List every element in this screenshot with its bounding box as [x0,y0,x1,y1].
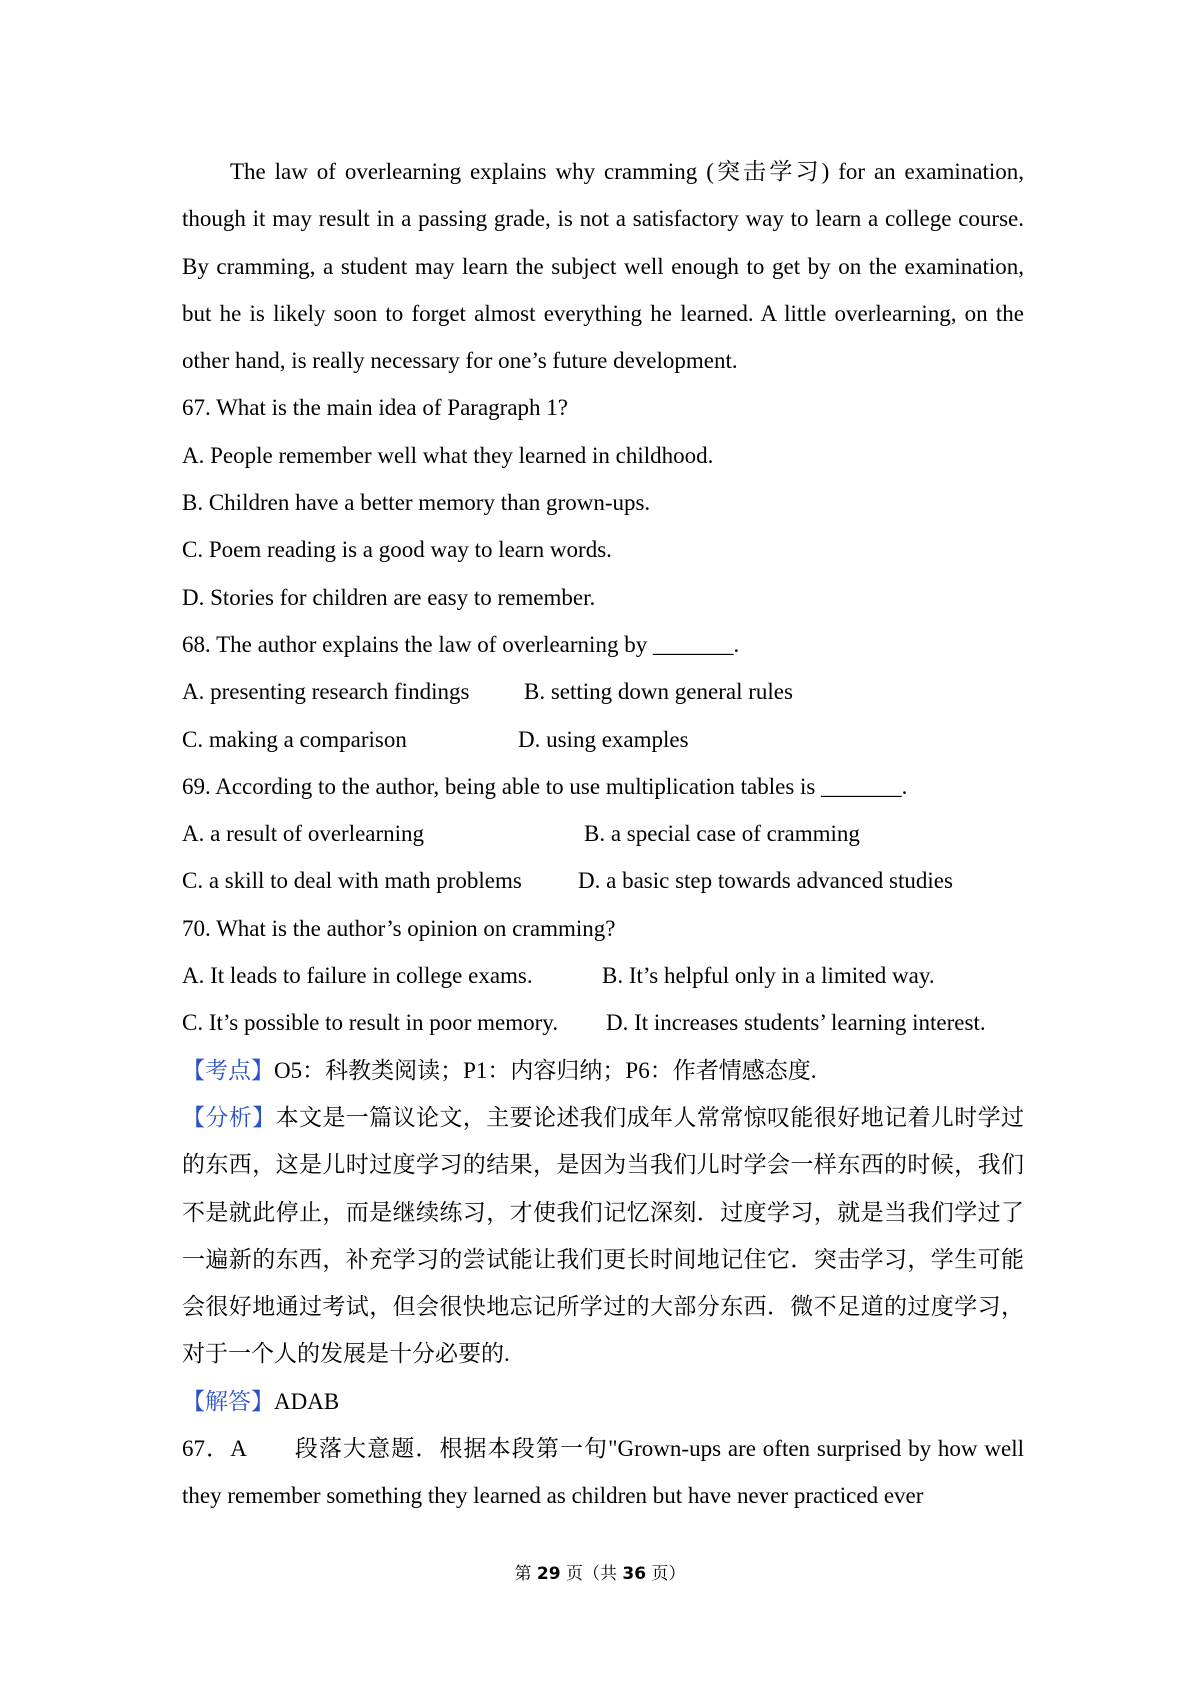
question-70-option-c: C. It’s possible to result in poor memory. [182,1010,559,1036]
question-69-stem: 69. According to the author, being able to use multiplication tables is _______. [182,773,908,799]
explanation-67: 67．A 段落大意题．根据本段第一句"Grown-ups are often surprised by how well they remember something they learned as children but have never practiced ever [182,1436,1024,1509]
question-69-options-row-1 [182,810,1024,857]
fenxi-text: 本文是一篇议论文，主要论述我们成年人常常惊叹能很好地记着儿时学过的东西，这是儿时过度学习的结果，是因为当我们儿时学会一样东西的时候，我们不是就此停止，而是继续练习，才使我们记忆深刻．过度学习，就是当我们学过了一遍新的东西，补充学习的尝试能让我们更长时间地记住它．突击学习，学生可能会很好地通过考试，但会很快地忘记所学过的大部分东西．微不足道的过度学习，对于一个人的发展是十分必要的. [182,1104,1025,1367]
kaodian-line [182,1047,1024,1094]
question-70-options-row-2 [182,999,1024,1046]
question-67-stem: 67. What is the main idea of Paragraph 1? [182,395,568,421]
passage-paragraph: The law of overlearning explains why cramming (突击学习) for an examination, though it may result in a passing grade, is not a satisfactory way to learn a college course. By cramming, a student may learn the subject well enough to get by on the examination, but he is likely soon to forget almost everything he learned. A little overlearning, on the other hand, is really necessary for one’s future development. [182,159,1024,374]
fenxi-paragraph [182,1094,1024,1378]
kaodian-tag: 【考点】 [182,1057,274,1083]
question-70-option-b: B. It’s helpful only in a limited way. [602,963,935,989]
question-69-options-row-2 [182,857,1024,904]
jieda-line [182,1378,1024,1425]
question-68-option-c: C. making a comparison [182,726,407,752]
footer-page-number: 29 [536,1564,561,1584]
question-70-options-row-1 [182,952,1024,999]
question-70-option-a: A. It leads to failure in college exams. [182,963,533,989]
question-70-option-d: D. It increases students’ learning interest. [606,1010,986,1036]
jieda-tag: 【解答】 [182,1388,274,1414]
footer-suffix: 页） [651,1564,686,1584]
page-footer [0,1559,1200,1584]
footer-prefix: 第 [514,1564,532,1584]
question-67-option-c: C. Poem reading is a good way to learn words. [182,537,612,563]
question-68-options-row-1 [182,668,1024,715]
question-67-option-a: A. People remember well what they learned in childhood. [182,442,714,468]
question-68-option-a: A. presenting research findings [182,679,470,705]
question-69-option-b: B. a special case of cramming [584,821,860,847]
footer-total-pages: 36 [622,1564,647,1584]
question-68-stem: 68. The author explains the law of overlearning by _______. [182,631,740,657]
question-67-option-d: D. Stories for children are easy to remember. [182,584,596,610]
question-69-option-a: A. a result of overlearning [182,821,425,847]
fenxi-tag: 【分析】 [182,1104,276,1130]
question-69-option-d: D. a basic step towards advanced studies [578,868,953,894]
question-69-option-c: C. a skill to deal with math problems [182,868,522,894]
question-70-stem: 70. What is the author’s opinion on cramming? [182,915,616,941]
question-68-options-row-2 [182,716,1024,763]
question-67-option-b: B. Children have a better memory than grown-ups. [182,490,651,516]
question-68-option-d: D. using examples [518,726,689,752]
footer-middle: 页（共 [566,1564,617,1584]
kaodian-text: O5：科教类阅读；P1：内容归纳；P6：作者情感态度. [274,1057,817,1083]
jieda-text: ADAB [274,1388,340,1414]
page-content [182,148,1024,1520]
question-68-option-b: B. setting down general rules [524,679,793,705]
